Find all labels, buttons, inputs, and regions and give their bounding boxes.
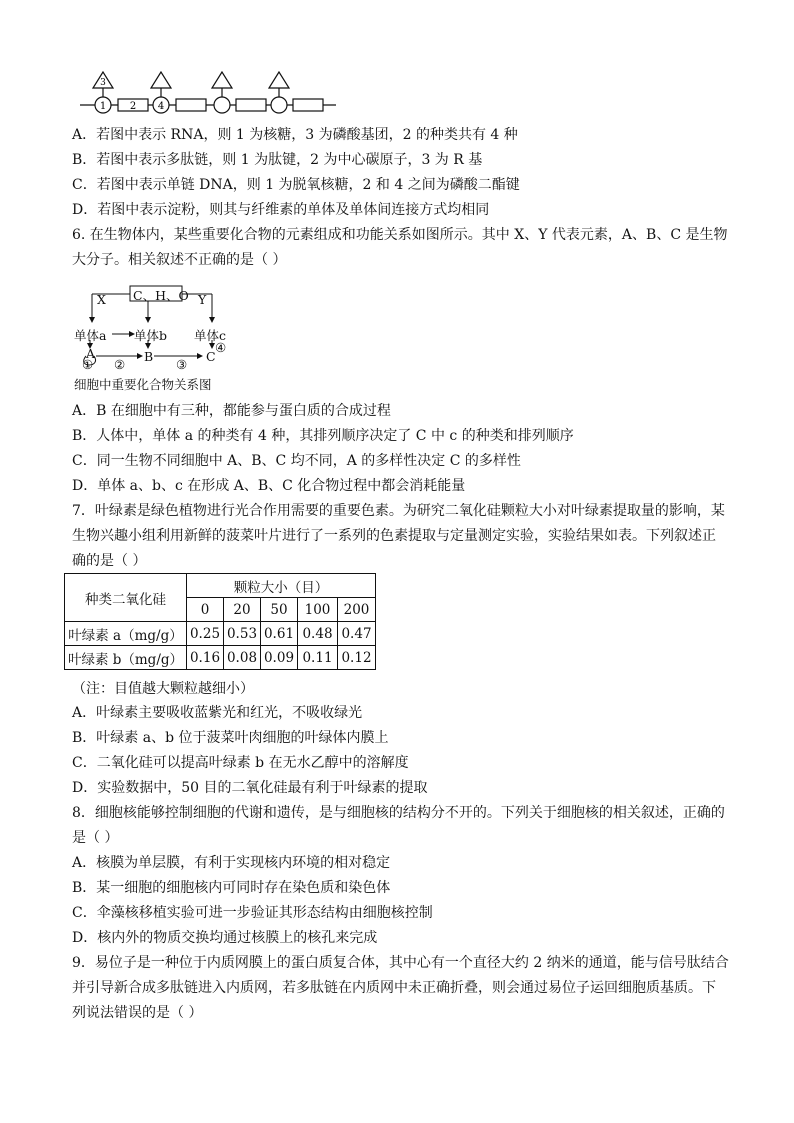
q7-option-c: C．二氧化硅可以提高叶绿素 b 在无水乙醇中的溶解度: [72, 755, 409, 771]
size-100: 100: [298, 598, 338, 622]
y-label: Y: [198, 292, 207, 307]
q7-option-d: D．实验数据中，50 目的二氧化硅最有利于叶绿素的提取: [72, 780, 428, 796]
monomer-a-label: 单体a: [74, 328, 107, 343]
q6-option-b: B．人体中，单体 a 的种类有 4 种，其排列顺序决定了 C 中 c 的种类和排列顺序: [72, 428, 574, 444]
size-50: 50: [261, 598, 298, 622]
node-b: B: [144, 349, 154, 364]
q5-option-c: C．若图中表示单链 DNA，则 1 为脱氧核糖，2 和 4 之间为磷酸二酯键: [72, 177, 520, 193]
row-label: 叶绿素 b（mg/g）: [65, 646, 187, 670]
q7-stem-3: 确的是（ ）: [72, 553, 147, 569]
q8-option-d: D．核内外的物质交换均通过核膜上的核孔来完成: [72, 930, 378, 946]
q6-option-a: A．B 在细胞中有三种，都能参与蛋白质的合成过程: [72, 403, 391, 419]
label-4: 4: [157, 101, 165, 112]
table-row: 叶绿素 a（mg/g） 0.25 0.53 0.61 0.48 0.47: [65, 622, 376, 646]
node-c: C: [206, 349, 216, 364]
node-a: A: [86, 346, 96, 361]
q5-option-d: D．若图中表示淀粉，则其与纤维素的单体及单体间连接方式均相同: [72, 202, 490, 218]
q7-stem-2: 生物兴趣小组利用新鲜的菠菜叶片进行了一系列的色素提取与定量测定实验，实验结果如表。下列叙述正: [72, 528, 716, 544]
q8-stem-1: 8．细胞核能够控制细胞的代谢和遗传，是与细胞核的结构分不开的。下列关于细胞核的相关叙述，正确的: [72, 805, 725, 821]
q6-stem-2: 大分子。相关叙述不正确的是（ ）: [72, 252, 287, 268]
q8-option-c: C．伞藻核移植实验可进一步验证其形态结构由细胞核控制: [72, 905, 433, 921]
diagram-caption: 细胞中重要化合物关系图: [74, 377, 212, 392]
compound-relation-diagram: [72, 284, 242, 392]
q6-option-d: D．单体 a、b、c 在形成 A、B、C 化合物过程中都会消耗能量: [72, 478, 466, 494]
size-200: 200: [338, 598, 376, 622]
q9-stem-2: 并引导新合成多肽链进入内质网，若多肽链在内质网中未正确折叠，则会通过易位子运回细胞质基质。下: [72, 980, 716, 996]
q7-option-b: B．叶绿素 a、b 位于菠菜叶肉细胞的叶绿体内膜上: [72, 730, 389, 746]
monomer-b-label: 单体b: [134, 328, 168, 343]
elements-label: C、H、O: [133, 288, 189, 303]
q7-note: （注：目值越大颗粒越细小）: [72, 681, 254, 697]
table-corner: 种类二氧化硅: [65, 574, 187, 622]
q5-option-a: A．若图中表示 RNA，则 1 为核糖，3 为磷酸基团，2 的种类共有 4 种: [72, 127, 518, 143]
label-2: 2: [129, 101, 137, 112]
monomer-c-label: 单体c: [194, 328, 227, 343]
q9-stem-1: 9．易位子是一种位于内质网膜上的蛋白质复合体，其中心有一个直径大约 2 纳米的通道，能与信号肽结合: [72, 955, 729, 971]
label-3: 3: [100, 78, 106, 88]
q8-option-b: B．某一细胞的细胞核内可同时存在染色质和染色体: [72, 880, 391, 896]
size-0: 0: [187, 598, 224, 622]
q5-option-b: B．若图中表示多肽链，则 1 为肽键，2 为中心碳原子，3 为 R 基: [72, 152, 483, 168]
chain-diagram: [78, 70, 340, 120]
step-4: ④: [215, 340, 227, 355]
size-20: 20: [224, 598, 261, 622]
step-2: ②: [114, 357, 126, 372]
row-label: 叶绿素 a（mg/g）: [65, 622, 187, 646]
q6-option-c: C．同一生物不同细胞中 A、B、C 均不同，A 的多样性决定 C 的多样性: [72, 453, 521, 469]
table-row: 叶绿素 b（mg/g） 0.16 0.08 0.09 0.11 0.12: [65, 646, 376, 670]
label-1: 1: [99, 101, 107, 112]
q6-stem-1: 6. 在生物体内，某些重要化合物的元素组成和功能关系如图所示。其中 X、Y 代表元素，A、B、C 是生物: [72, 227, 728, 243]
x-label: X: [97, 292, 106, 307]
table-group-header: 颗粒大小（目）: [187, 574, 376, 598]
q9-stem-3: 列说法错误的是（ ）: [72, 1005, 203, 1021]
q7-stem-1: 7．叶绿素是绿色植物进行光合作用需要的重要色素。为研究二氧化硅颗粒大小对叶绿素提取量的影响，某: [72, 503, 725, 519]
q7-option-a: A．叶绿素主要吸收蓝紫光和红光，不吸收绿光: [72, 705, 363, 721]
chlorophyll-table: [64, 573, 376, 670]
step-1: ①: [82, 357, 94, 372]
q8-stem-2: 是（ ）: [72, 830, 119, 846]
q8-option-a: A．核膜为单层膜，有利于实现核内环境的相对稳定: [72, 855, 391, 871]
step-3: ③: [176, 357, 188, 372]
